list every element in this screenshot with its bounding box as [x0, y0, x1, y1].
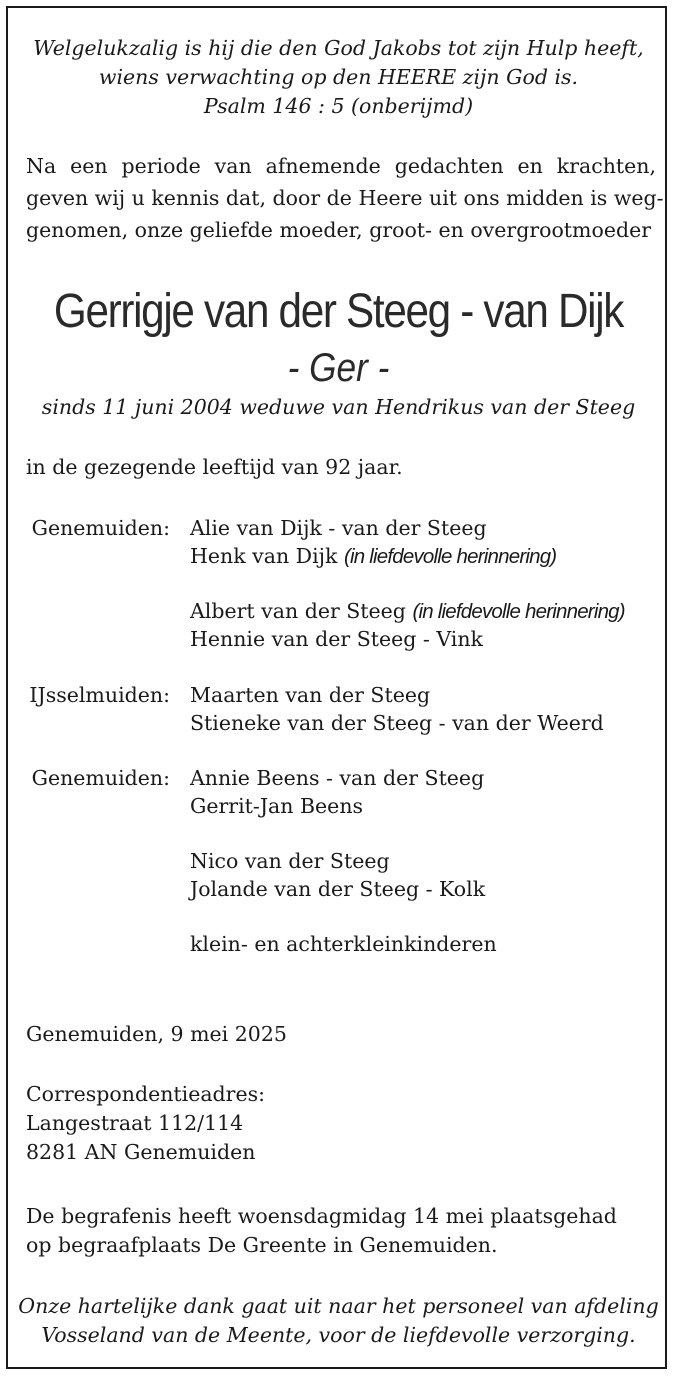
- grandchildren-line: klein- en achterkleinkinderen: [190, 932, 497, 956]
- family-place-3: Genemuiden:: [31, 766, 170, 790]
- family-member: Maarten van der Steeg: [190, 683, 431, 707]
- family-member: Nico van der Steeg: [190, 849, 390, 873]
- place-date: Genemuiden, 9 mei 2025: [26, 1022, 287, 1046]
- family-member: Hennie van der Steeg - Vink: [190, 627, 483, 651]
- intro-line-2: geven wij u kennis dat, door de Heere uit ons midden is weg-: [26, 186, 664, 210]
- remembrance-note: (in liefdevolle herinnering): [412, 600, 625, 623]
- age-line: in de gezegende leeftijd van 92 jaar.: [26, 455, 403, 479]
- family-place-2: IJsselmuiden:: [29, 683, 170, 707]
- intro-line-3: genomen, onze geliefde moeder, groot- en overgrootmoeder: [26, 218, 652, 242]
- deceased-nickname: - Ger -: [287, 346, 390, 390]
- family-member: Stieneke van der Steeg - van der Weerd: [190, 711, 604, 735]
- correspondence-city: 8281 AN Genemuiden: [26, 1140, 256, 1164]
- verse-reference: Psalm 146 : 5 (onberijmd): [203, 94, 474, 118]
- family-member: Jolande van der Steeg - Kolk: [190, 877, 486, 901]
- funeral-line-2: op begraafplaats De Greente in Genemuiden.: [26, 1233, 498, 1257]
- family-member: Gerrit-Jan Beens: [190, 794, 364, 818]
- family-member: Alie van Dijk - van der Steeg: [190, 516, 487, 540]
- verse-line-2: wiens verwachting op den HEERE zijn God is.: [98, 65, 579, 89]
- widow-line: sinds 11 juni 2004 weduwe van Hendrikus van der Steeg: [41, 395, 636, 419]
- family-member: Annie Beens - van der Steeg: [190, 766, 485, 790]
- verse-line-1: Welgelukzalig is hij die den God Jakobs tot zijn Hulp heeft,: [33, 36, 644, 60]
- family-member: [190, 597, 625, 626]
- funeral-line-1: De begrafenis heeft woensdagmidag 14 mei plaatsgehad: [26, 1204, 617, 1228]
- correspondence-label: Correspondentieadres:: [26, 1082, 266, 1106]
- remembrance-note: (in liefdevolle herinnering): [343, 545, 557, 568]
- intro-line-1: Na een periode van afnemende gedachten en krachten,: [26, 154, 656, 178]
- family-place-1: Genemuiden:: [31, 516, 170, 540]
- family-member-name: Albert van der Steeg: [190, 599, 406, 623]
- thanks-line-2: Vosseland van de Meente, voor de liefdevolle verzorging.: [41, 1323, 636, 1347]
- correspondence-street: Langestraat 112/114: [26, 1111, 244, 1135]
- deceased-name: Gerrigje van der Steeg - van Dijk: [53, 285, 624, 338]
- thanks-line-1: Onze hartelijke dank gaat uit naar het personeel van afdeling: [18, 1294, 659, 1318]
- family-member-name: Henk van Dijk: [190, 544, 338, 568]
- family-member: [190, 542, 556, 571]
